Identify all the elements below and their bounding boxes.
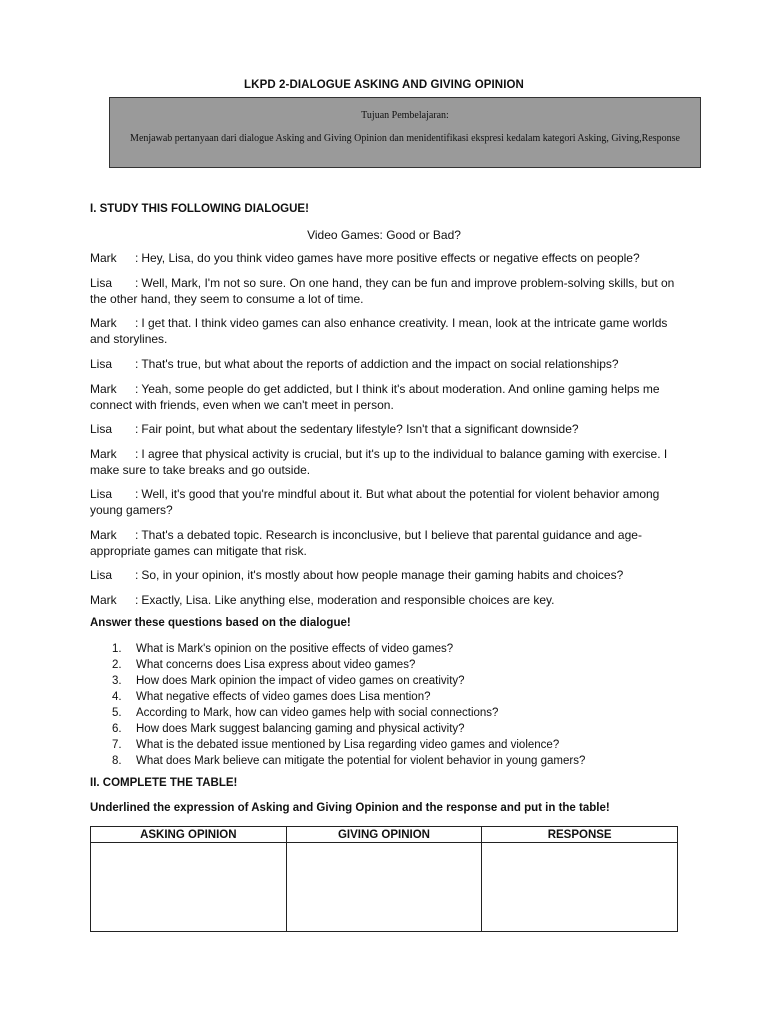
question-number: 2. — [112, 659, 122, 671]
dialogue-turn — [90, 486, 676, 518]
speaker-name: Mark — [90, 316, 117, 330]
question-number: 8. — [112, 755, 122, 767]
dialogue-line: Fair point, but what about the sedentary lifestyle? Isn't that a significant downside? — [141, 422, 579, 436]
speaker-separator: : — [135, 593, 139, 607]
speaker-separator: : — [135, 316, 139, 330]
speaker-separator: : — [135, 357, 139, 371]
table-instruction: Underlined the expression of Asking and Giving Opinion and the response and put in the table! — [90, 802, 610, 814]
objective-heading: Tujuan Pembelajaran: — [361, 110, 449, 121]
speaker-name: Mark — [90, 251, 117, 265]
question-item — [112, 657, 585, 673]
question-text: What is Mark's opinion on the positive effects of video games? — [136, 643, 454, 655]
speaker-name: Mark — [90, 528, 117, 542]
table-header-row — [91, 827, 678, 843]
speaker-name: Lisa — [90, 276, 113, 290]
question-text: What does Mark believe can mitigate the potential for violent behavior in young gamers? — [136, 755, 586, 767]
table-row — [91, 843, 678, 932]
response-cell[interactable] — [482, 843, 678, 932]
opinion-table — [90, 826, 678, 932]
dialogue-title: Video Games: Good or Bad? — [307, 228, 461, 242]
question-text: What negative effects of video games does Lisa mention? — [136, 691, 431, 703]
speaker-separator: : — [135, 528, 139, 542]
dialogue-line: That's a debated topic. Research is inconclusive, but I believe that parental guidance and age-appropriate games can mitigate that risk. — [90, 528, 642, 558]
question-number: 1. — [112, 643, 122, 655]
dialogue-turn — [90, 592, 676, 608]
dialogue-line: Hey, Lisa, do you think video games have more positive effects or negative effects on people? — [141, 251, 640, 265]
speaker-name: Lisa — [90, 568, 113, 582]
question-text: What concerns does Lisa express about video games? — [136, 659, 416, 671]
column-header-asking: ASKING OPINION — [91, 827, 287, 843]
question-number: 7. — [112, 739, 122, 751]
speaker-separator: : — [135, 487, 139, 501]
speaker-separator: : — [135, 382, 139, 396]
speaker-separator: : — [135, 447, 139, 461]
giving-opinion-cell[interactable] — [286, 843, 482, 932]
speaker-name: Mark — [90, 447, 117, 461]
speaker-name: Lisa — [90, 357, 113, 371]
question-item — [112, 705, 585, 721]
dialogue-line: Yeah, some people do get addicted, but I think it's about moderation. And online gaming helps me connect with friends, even when we can't meet in person. — [90, 382, 660, 412]
dialogue-turn — [90, 381, 676, 413]
speaker-name: Mark — [90, 382, 117, 396]
question-number: 5. — [112, 707, 122, 719]
question-number: 3. — [112, 675, 122, 687]
question-list — [112, 641, 585, 769]
dialogue-turn — [90, 356, 676, 372]
dialogue-turn — [90, 567, 676, 583]
question-text: How does Mark opinion the impact of video games on creativity? — [136, 675, 465, 687]
question-text: According to Mark, how can video games help with social connections? — [136, 707, 499, 719]
objective-text: Menjawab pertanyaan dari dialogue Asking and Giving Opinion dan menidentifikasi ekspresi kedalam kategori Asking, Giving,Response — [130, 133, 680, 144]
question-item — [112, 673, 585, 689]
question-item — [112, 753, 585, 769]
dialogue-turn — [90, 527, 676, 559]
question-item — [112, 689, 585, 705]
document-title: LKPD 2-DIALOGUE ASKING AND GIVING OPINION — [244, 79, 524, 91]
section-1-heading: I. STUDY THIS FOLLOWING DIALOGUE! — [90, 203, 309, 215]
speaker-name: Lisa — [90, 422, 113, 436]
dialogue-line: Exactly, Lisa. Like anything else, moderation and responsible choices are key. — [141, 593, 555, 607]
dialogue-line: So, in your opinion, it's mostly about how people manage their gaming habits and choices? — [141, 568, 624, 582]
question-text: What is the debated issue mentioned by Lisa regarding video games and violence? — [136, 739, 560, 751]
question-item — [112, 721, 585, 737]
dialogue-line: That's true, but what about the reports of addiction and the impact on social relationships? — [141, 357, 619, 371]
dialogue-line: I agree that physical activity is crucial, but it's up to the individual to balance gaming with exercise. I make sure to take breaks and go outside. — [90, 447, 668, 477]
speaker-separator: : — [135, 568, 139, 582]
question-text: How does Mark suggest balancing gaming and physical activity? — [136, 723, 465, 735]
dialogue-turn — [90, 421, 676, 437]
dialogue-line: Well, Mark, I'm not so sure. On one hand, they can be fun and improve problem-solving skills, but on the other hand, they seem to consume a lot of time. — [90, 276, 675, 306]
speaker-separator: : — [135, 422, 139, 436]
question-number: 6. — [112, 723, 122, 735]
question-number: 4. — [112, 691, 122, 703]
dialogue-turn — [90, 315, 676, 347]
asking-opinion-cell[interactable] — [91, 843, 287, 932]
column-header-giving: GIVING OPINION — [286, 827, 482, 843]
speaker-separator: : — [135, 251, 139, 265]
dialogue-turn — [90, 446, 676, 478]
dialogue-turn — [90, 275, 676, 307]
speaker-name: Mark — [90, 593, 117, 607]
dialogue-line: I get that. I think video games can also enhance creativity. I mean, look at the intricate game worlds and storylines. — [90, 316, 668, 346]
column-header-response: RESPONSE — [482, 827, 678, 843]
section-2-heading: II. COMPLETE THE TABLE! — [90, 777, 238, 789]
dialogue-line: Well, it's good that you're mindful about it. But what about the potential for violent behavior among young gamers? — [90, 487, 660, 517]
question-item — [112, 737, 585, 753]
speaker-name: Lisa — [90, 487, 113, 501]
learning-objective-box — [109, 97, 701, 168]
questions-heading: Answer these questions based on the dialogue! — [90, 617, 351, 629]
speaker-separator: : — [135, 276, 139, 290]
dialogue-turn — [90, 250, 676, 266]
question-item — [112, 641, 585, 657]
